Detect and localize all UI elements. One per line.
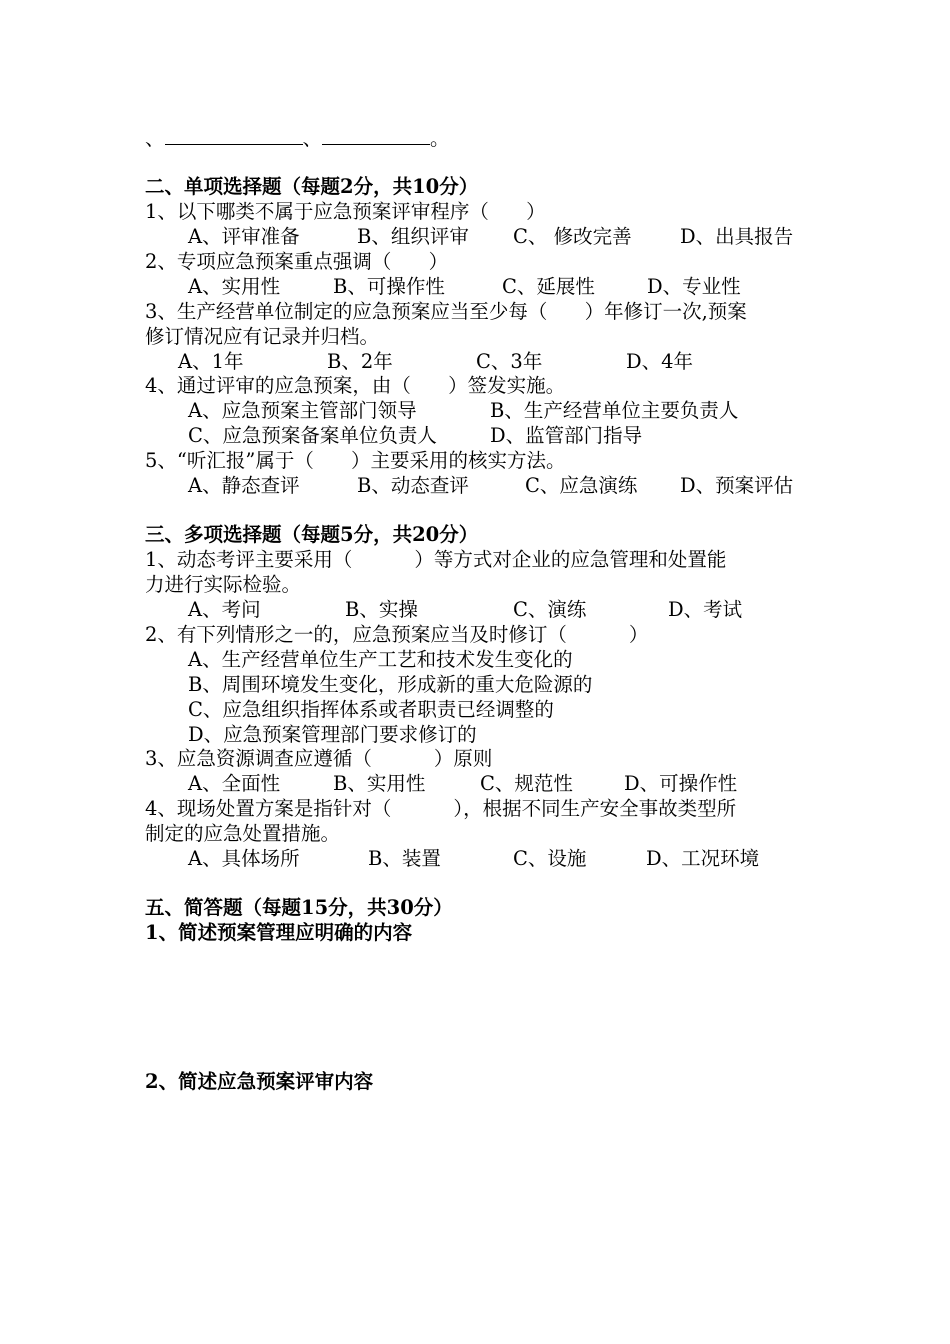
short-answer-question: 1、简述预案管理应明确的内容 [145, 921, 413, 944]
option-a[interactable]: A、静态查评 [188, 474, 300, 497]
option-b[interactable]: B、动态查评 [357, 474, 469, 497]
answer-blank[interactable] [165, 126, 303, 145]
question-stem: 3、应急资源调查应遵循（ ）原则 [145, 747, 493, 770]
question-stem: 2、有下列情形之一的，应急预案应当及时修订（ ） [145, 623, 649, 646]
question-stem: 4、通过评审的应急预案，由（ ）签发实施。 [145, 374, 566, 397]
question-stem: 3、生产经营单位制定的应急预案应当至少每（ ）年修订一次,预案 [145, 300, 747, 323]
section-heading-multiple-choice: 三、多项选择题（每题5分，共20分） [145, 523, 479, 546]
option-a[interactable]: A、具体场所 [188, 847, 300, 870]
option-b[interactable]: B、可操作性 [333, 275, 445, 298]
option-c[interactable]: C、延展性 [502, 275, 595, 298]
question-stem-continued: 修订情况应有记录并归档。 [145, 325, 380, 348]
option-c[interactable]: C、规范性 [480, 772, 573, 795]
question-stem: 5、“听汇报”属于（ ）主要采用的核实方法。 [145, 449, 566, 472]
option-c[interactable]: C、应急预案备案单位负责人 [188, 424, 437, 447]
option-c[interactable]: C、应急演练 [525, 474, 638, 497]
option-b[interactable]: B、实操 [345, 598, 418, 621]
fill-blank-line [145, 126, 450, 151]
option-c[interactable]: C、演练 [513, 598, 587, 621]
question-stem-continued: 力进行实际检验。 [145, 573, 302, 596]
option-b[interactable]: B、周围环境发生变化，形成新的重大危险源的 [188, 673, 593, 696]
separator: 、 [145, 127, 165, 150]
option-d[interactable]: D、可操作性 [624, 772, 738, 795]
section-heading-short-answer: 五、简答题（每题15分，共30分） [145, 896, 453, 919]
option-c[interactable]: C、应急组织指挥体系或者职责已经调整的 [188, 698, 554, 721]
short-answer-question: 2、简述应急预案评审内容 [145, 1070, 374, 1093]
option-a[interactable]: A、1年 [178, 350, 244, 373]
question-stem: 4、现场处置方案是指针对（ ），根据不同生产安全事故类型所 [145, 797, 737, 820]
option-b[interactable]: B、组织评审 [357, 225, 469, 248]
answer-area[interactable] [145, 1100, 810, 1300]
option-a[interactable]: A、考问 [188, 598, 261, 621]
option-d[interactable]: D、考试 [668, 598, 743, 621]
question-stem: 1、动态考评主要采用（ ）等方式对企业的应急管理和处置能 [145, 548, 727, 571]
option-a[interactable]: A、生产经营单位生产工艺和技术发生变化的 [188, 648, 573, 671]
option-a[interactable]: A、评审准备 [188, 225, 300, 248]
option-d[interactable]: D、监管部门指导 [490, 424, 643, 447]
option-d[interactable]: D、工况环境 [646, 847, 760, 870]
option-d[interactable]: D、4年 [626, 350, 694, 373]
question-stem: 1、以下哪类不属于应急预案评审程序（ ） [145, 200, 546, 223]
separator: 、 [302, 127, 323, 150]
option-c[interactable]: C、 修改完善 [513, 225, 632, 248]
option-a[interactable]: A、实用性 [188, 275, 281, 298]
question-stem: 2、专项应急预案重点强调（ ） [145, 250, 449, 273]
period: 。 [430, 127, 450, 150]
answer-area[interactable] [145, 950, 810, 1060]
option-c[interactable]: C、设施 [513, 847, 587, 870]
option-d[interactable]: D、出具报告 [680, 225, 794, 248]
option-b[interactable]: B、2年 [327, 350, 393, 373]
option-a[interactable]: A、全面性 [188, 772, 281, 795]
question-stem-continued: 制定的应急处置措施。 [145, 822, 341, 845]
option-b[interactable]: B、实用性 [333, 772, 426, 795]
section-heading-single-choice: 二、单项选择题（每题2分，共10分） [145, 175, 479, 198]
option-d[interactable]: D、应急预案管理部门要求修订的 [188, 723, 477, 746]
option-d[interactable]: D、专业性 [647, 275, 741, 298]
answer-blank[interactable] [322, 126, 430, 145]
option-a[interactable]: A、应急预案主管部门领导 [188, 399, 417, 422]
option-b[interactable]: B、生产经营单位主要负责人 [490, 399, 739, 422]
option-c[interactable]: C、3年 [476, 350, 543, 373]
option-b[interactable]: B、装置 [368, 847, 441, 870]
option-d[interactable]: D、预案评估 [680, 474, 794, 497]
